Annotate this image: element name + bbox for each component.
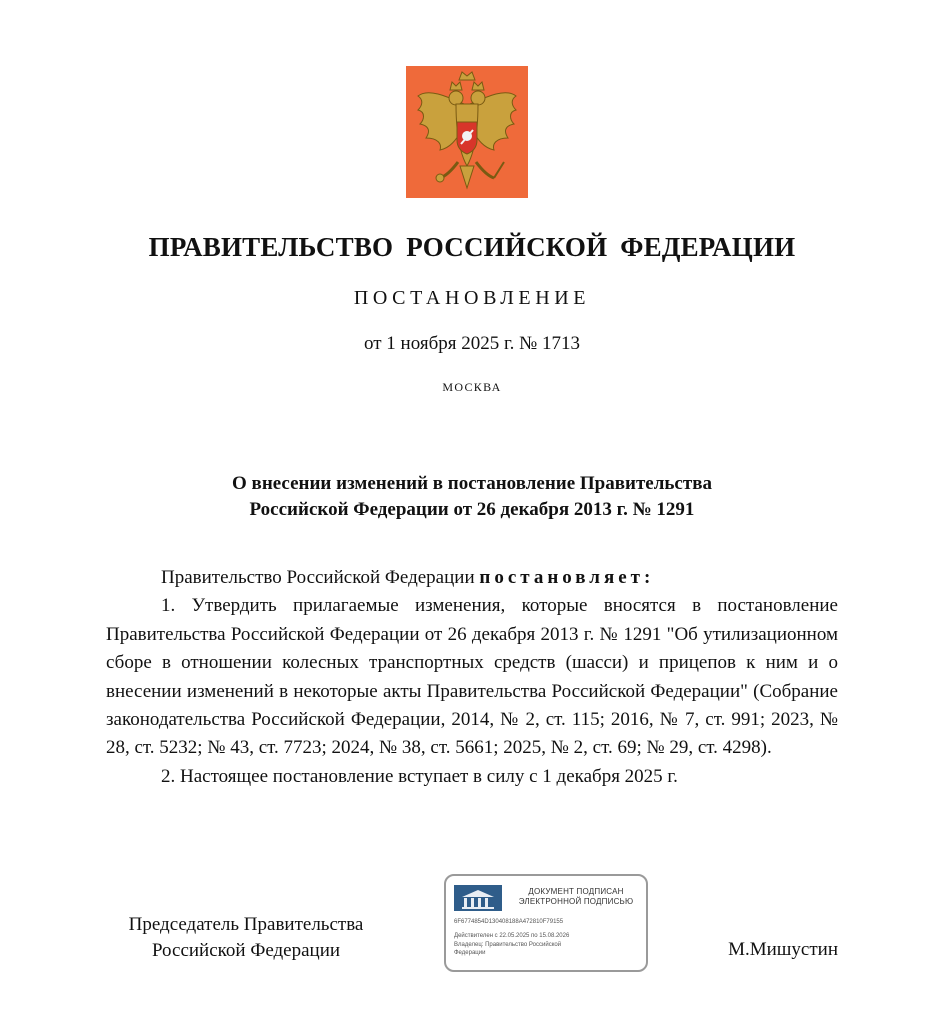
document-date-number: от 1 ноября 2025 г. № 1713 bbox=[363, 333, 581, 354]
coat-of-arms-emblem-icon bbox=[406, 66, 528, 198]
government-title: ПРАВИТЕЛЬСТВО РОССИЙСКОЙ ФЕДЕРАЦИИ bbox=[148, 232, 796, 262]
stamp-title-line-1: ДОКУМЕНТ ПОДПИСАН bbox=[528, 887, 624, 896]
signer-position bbox=[96, 912, 396, 964]
government-building-icon bbox=[454, 885, 502, 911]
subject-line-2: Российской Федерации от 26 декабря 2013 г. № 1291 bbox=[249, 499, 695, 520]
signer-name: М.Мишустин bbox=[728, 939, 838, 960]
preamble-paragraph bbox=[106, 564, 838, 592]
stamp-owner-line-1: Владелец: Правительство Российской bbox=[454, 942, 562, 948]
electronic-signature-stamp bbox=[444, 874, 648, 972]
stamp-certificate: 6F6774854D130408188A472810F79155 bbox=[454, 919, 564, 925]
preamble-decree: постановляет: bbox=[479, 567, 655, 588]
stamp-title bbox=[510, 887, 642, 907]
subject-line-1: О внесении изменений в постановление Правительства bbox=[232, 473, 712, 494]
stamp-owner-line-2: Федерации bbox=[454, 950, 486, 956]
stamp-title-line-2: ЭЛЕКТРОННОЙ ПОДПИСЬЮ bbox=[518, 897, 634, 906]
document-type: ПОСТАНОВЛЕНИЕ bbox=[353, 287, 591, 309]
signer-position-line-1: Председатель Правительства bbox=[128, 914, 364, 935]
document-subject bbox=[0, 471, 944, 523]
preamble-text: Правительство Российской Федерации bbox=[161, 567, 475, 588]
item-2-paragraph: 2. Настоящее постановление вступает в силу с 1 декабря 2025 г. bbox=[161, 765, 678, 787]
document-place: МОСКВА bbox=[442, 380, 502, 394]
document-body bbox=[106, 564, 838, 791]
item-1-paragraph: 1. Утвердить прилагаемые изменения, которые вносятся в постановление Правительства Российской Федерации от 26 декабря 2013 г. № 1291 "Об утилизационном сборе в отношении колесных транспортных средств (шасси) и прицепов к ним и о внесении изменений в некоторые акты Правительства Российской Федерации" (Собрание законодательства Российской Федерации, 2014, № 2, ст. 115; 2016, № 7, ст. 991; 2023, № 28, ст. 5232; № 43, ст. 7723; 2024, № 38, ст. 5661; 2025, № 2, ст. 69; № 29, ст. 4298). bbox=[106, 595, 838, 759]
signer-position-line-2: Российской Федерации bbox=[151, 940, 341, 961]
stamp-validity: Действителен с 22.05.2025 по 15.08.2026 bbox=[454, 933, 570, 939]
